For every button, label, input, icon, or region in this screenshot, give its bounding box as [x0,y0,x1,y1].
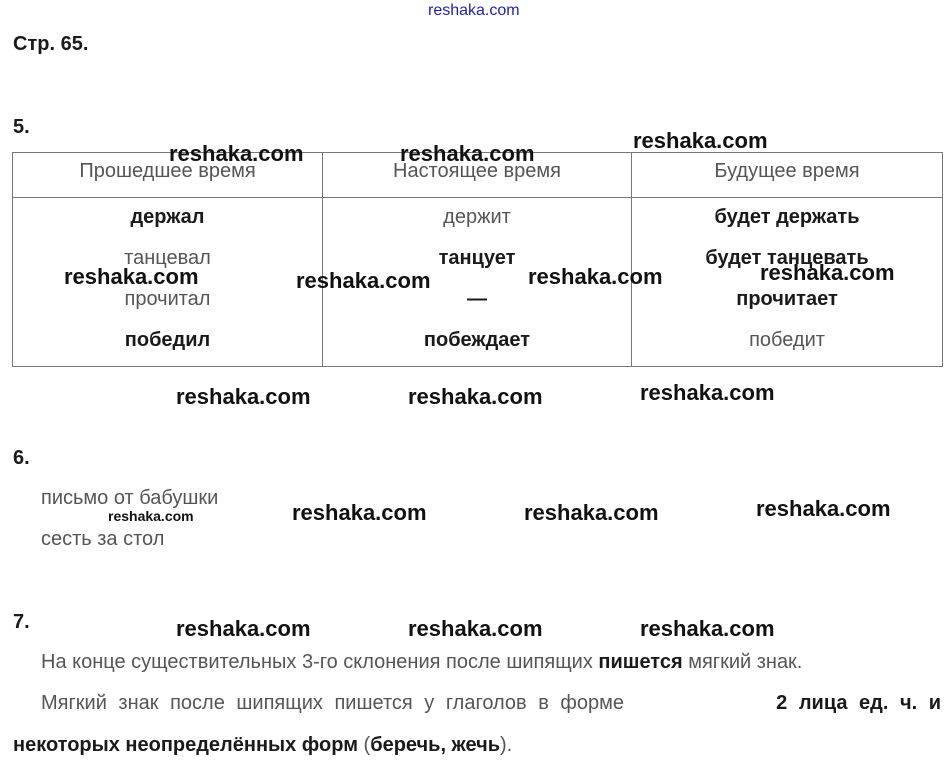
task6-number: 6. [13,447,30,469]
text-run: ). [500,734,513,756]
task7-paragraph-3 [13,734,512,757]
watermark: reshaka.com [64,264,199,289]
text-run: Мягкий знак после шипящих пишется у глаголов в форме [41,692,624,714]
table-cell: победит [749,329,825,351]
text-run-bold: 2 лица ед. ч. и [776,692,941,714]
table-cell: держит [443,206,511,228]
text-run-bold: пишется [598,651,683,673]
task7-number: 7. [13,611,30,633]
watermark: reshaka.com [296,268,431,293]
watermark: reshaka.com [640,616,775,641]
text-run-bold: некоторых неопределённых форм [13,734,358,756]
watermark: reshaka.com [528,264,663,289]
watermark: reshaka.com [176,384,311,409]
task6-line-1: письмо от бабушки [41,487,219,509]
table-cell: побеждает [423,329,531,351]
watermark: reshaka.com [400,141,535,166]
header-past: Прошедшее время [13,153,323,198]
watermark: reshaka.com [292,500,427,525]
header-present: Настоящее время [323,153,632,198]
text-run: ( [358,734,371,756]
watermark: reshaka.com [633,128,768,153]
text-run: мягкий знак. [682,651,803,673]
table-cell: прочитал [124,288,211,310]
task5-number: 5. [13,116,30,138]
watermark: reshaka.com [169,141,304,166]
page-label: Стр. 65. [13,33,89,55]
table-cell: будет танцевать [705,247,869,269]
text-run: На конце существительных 3-го склонения после шипящих [41,651,599,673]
task7-paragraph-1 [41,651,802,674]
table-cell: держал [130,206,205,228]
table-cell: — [467,288,487,310]
watermark: reshaka.com [176,616,311,641]
text-run-bold: беречь, жечь [370,734,501,756]
watermark: reshaka.com [408,616,543,641]
table-cell: победил [124,329,211,351]
table-cell: танцевал [124,247,211,269]
watermark-top: reshaka.com [428,2,520,19]
task6-line-2: сесть за стол [41,528,165,550]
task7-paragraph-2 [41,692,941,715]
watermark: reshaka.com [760,260,895,285]
table-cell: танцует [438,247,516,269]
watermark: reshaka.com [756,496,891,521]
watermark: reshaka.com [408,384,543,409]
watermark: reshaka.com [640,380,775,405]
watermark: reshaka.com [524,500,659,525]
header-future: Будущее время [632,153,943,198]
table-cell: будет держать [714,206,860,228]
watermark-small: reshaka.com [108,508,194,524]
table-cell: прочитает [736,288,838,310]
